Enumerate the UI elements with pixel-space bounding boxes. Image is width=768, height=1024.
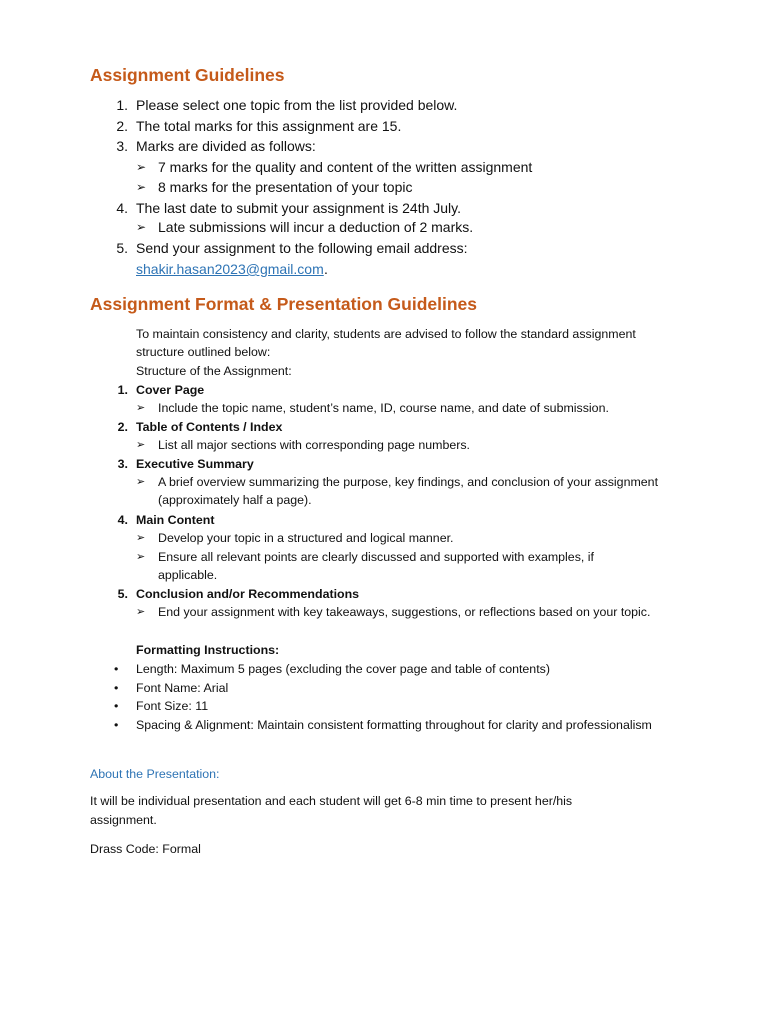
structure-number: 5. [117,587,128,601]
arrow-bullet-icon: ➢ [136,402,146,414]
subitem-text: 8 marks for the presentation of your topic [158,179,413,195]
item-text: The last date to submit your assignment is 24th July. [136,200,462,216]
item-text: Please select one topic from the list provided below. [136,97,458,113]
item-number: 5. [116,240,128,256]
about-presentation-heading: About the Presentation: [90,767,220,781]
continuation-text: applicable. [158,568,218,582]
item-number: 1. [116,97,128,113]
arrow-bullet-icon: ➢ [136,476,146,488]
item-number: 3. [116,138,128,154]
structure-point-text: A brief overview summarizing the purpose, key findings, and conclusion of your assignment [158,475,659,489]
structure-heading: Executive Summary [136,457,254,471]
dress-code: Drass Code: Formal [90,842,201,856]
structure-point-text: List all major sections with corresponding page numbers. [158,438,470,452]
formatting-text: Font Size: 11 [136,699,209,713]
structure-heading: Main Content [136,513,215,527]
formatting-text: Font Name: Arial [136,681,229,695]
bullet-dot-icon: • [114,699,119,713]
formatting-text: Length: Maximum 5 pages (excluding the cover page and table of contents) [136,662,550,676]
structure-number: 4. [117,513,128,527]
item-number: 4. [116,200,128,216]
email-period: . [324,261,328,277]
arrow-bullet-icon: ➢ [136,532,146,544]
item-number: 2. [116,118,128,134]
assignment-guidelines-heading: Assignment Guidelines [90,65,285,85]
structure-number: 2. [117,420,128,434]
bullet-dot-icon: • [114,662,119,676]
subitem-text: Late submissions will incur a deduction of 2 marks. [158,219,474,235]
intro-line-1: To maintain consistency and clarity, students are advised to follow the standard assignment [136,327,636,341]
formatting-title: Formatting Instructions: [136,643,280,657]
item-text: Marks are divided as follows: [136,138,316,154]
bullet-dot-icon: • [114,681,119,695]
arrow-bullet-icon: ➢ [136,551,146,563]
item-text: Send your assignment to the following email address: [136,240,468,256]
arrow-bullet-icon: ➢ [136,439,146,451]
structure-point-text: End your assignment with key takeaways, suggestions, or reflections based on your topic. [158,605,651,619]
email-link[interactable]: shakir.hasan2023@gmail.com [136,261,324,277]
formatting-text: Spacing & Alignment: Maintain consistent formatting throughout for clarity and professionalism [136,718,652,732]
item-text: The total marks for this assignment are 15. [136,118,402,134]
presentation-text-line-2: assignment. [90,813,157,827]
structure-point-text: Develop your topic in a structured and logical manner. [158,531,454,545]
structure-point-text: Ensure all relevant points are clearly discussed and supported with examples, if [158,550,594,564]
continuation-text: (approximately half a page). [158,493,312,507]
structure-point-text: Include the topic name, student’s name, ID, course name, and date of submission. [158,401,609,415]
subitem-text: 7 marks for the quality and content of the written assignment [158,159,533,175]
structure-number: 3. [117,457,128,471]
structure-label: Structure of the Assignment: [136,364,292,378]
structure-heading: Table of Contents / Index [136,420,283,434]
intro-line-2: structure outlined below: [136,345,271,359]
format-guidelines-heading: Assignment Format & Presentation Guidelines [90,294,478,314]
structure-heading: Cover Page [136,383,205,397]
bullet-dot-icon: • [114,718,119,732]
presentation-text-line-1: It will be individual presentation and each student will get 6-8 min time to present her/his [90,794,573,808]
arrow-bullet-icon: ➢ [136,160,147,174]
structure-number: 1. [117,383,128,397]
arrow-bullet-icon: ➢ [136,606,146,618]
arrow-bullet-icon: ➢ [136,180,147,194]
structure-heading: Conclusion and/or Recommendations [136,587,360,601]
arrow-bullet-icon: ➢ [136,220,147,234]
